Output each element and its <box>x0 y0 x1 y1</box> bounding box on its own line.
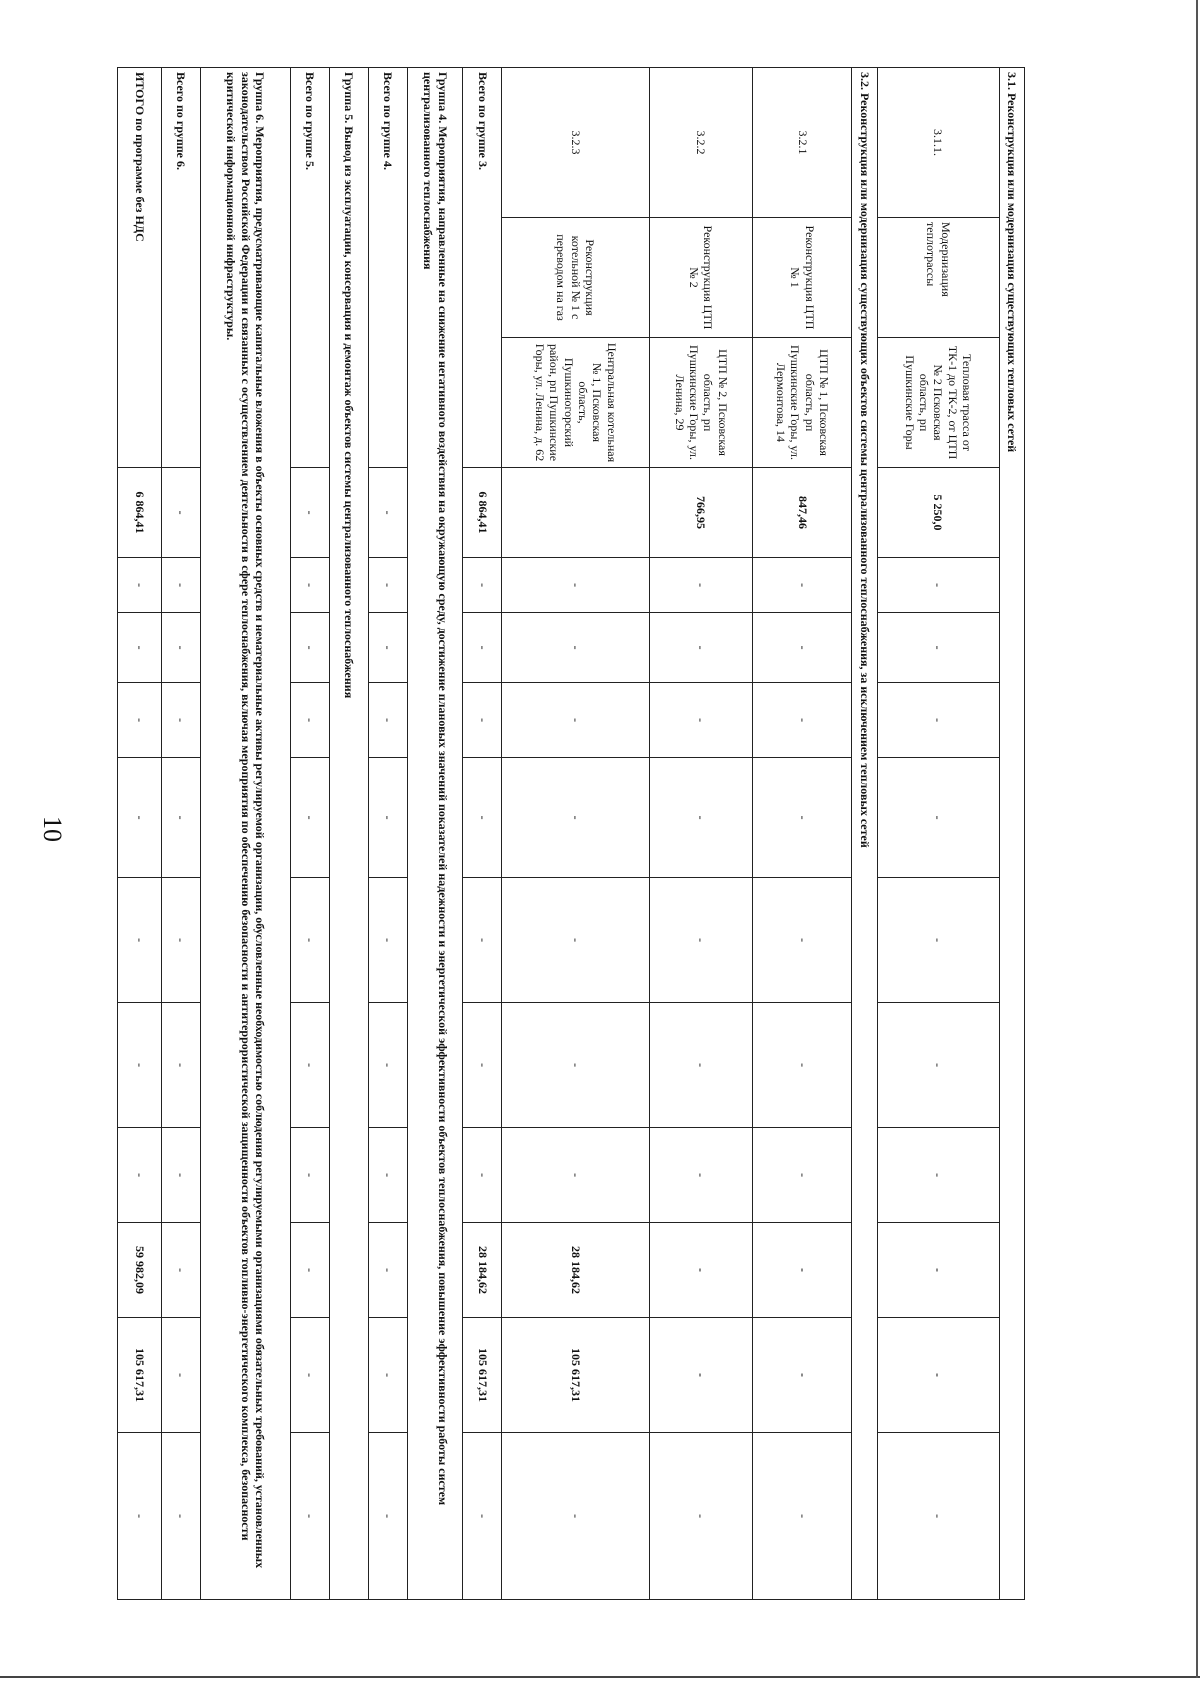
table-row <box>502 68 649 1600</box>
cell-dash: - <box>290 1223 329 1318</box>
cell-dash: - <box>118 878 162 1003</box>
cell-dash: - <box>369 613 408 683</box>
row-value-11: - <box>649 1318 753 1433</box>
cell-dash: - <box>649 758 753 878</box>
cell-dash: - <box>753 1433 852 1600</box>
row-name: Модернизация теплотрассы <box>877 218 999 338</box>
cell-dash: - <box>753 758 852 878</box>
cell-dash: - <box>877 1433 999 1600</box>
group-4-title: Группа 4. Мероприятия, направленные на снижение негативного воздействия на окружающую среду, достижение плановых значений показателей надежности и энергетической эффективности объектов теплоснабжения, повышение эффективности работы систем централизованного теплоснабжения <box>408 68 463 1600</box>
row-value-10: 28 184,62 <box>502 1223 649 1318</box>
cell-dash: - <box>290 683 329 758</box>
table-row <box>649 68 753 1600</box>
total-value: 6 864,41 <box>463 468 502 558</box>
cell-dash: - <box>161 468 200 558</box>
cell-dash: - <box>290 1433 329 1600</box>
row-value: 5 250,0 <box>877 468 999 558</box>
cell-dash: - <box>290 613 329 683</box>
row-number: 3.1.1. <box>877 68 999 218</box>
total-label: Всего по группе 4. <box>369 68 408 468</box>
cell-dash: - <box>118 613 162 683</box>
group-5-title: Группа 5. Вывод из эксплуатации, консервация и демонтаж объектов системы централизованного теплоснабжения <box>329 68 368 1600</box>
row-number: 3.2.1 <box>753 68 852 218</box>
cell-dash: - <box>502 613 649 683</box>
cell-dash: - <box>649 1128 753 1223</box>
row-location: Центральная котельная № 1, Псковская область, Пушкиногорский район, рп Пушкинские Горы, ул. Ленина, д. 62 <box>502 338 649 468</box>
cell-dash: - <box>463 1433 502 1600</box>
cell-dash: - <box>877 613 999 683</box>
total-row-group-6 <box>161 68 200 1600</box>
row-value-10: - <box>877 1223 999 1318</box>
cell-dash: - <box>463 758 502 878</box>
table-row <box>753 68 852 1600</box>
cell-dash: - <box>463 613 502 683</box>
cell-dash: - <box>753 1128 852 1223</box>
row-location: ЦТП № 2, Псковская область, рп Пушкинские Горы, ул. Ленина, 29 <box>649 338 753 468</box>
grand-total-label: ИТОГО по программе без НДС <box>118 68 162 468</box>
cell-dash: - <box>118 683 162 758</box>
cell-dash: - <box>290 758 329 878</box>
row-number: 3.2.2 <box>649 68 753 218</box>
row-value-10: - <box>649 1223 753 1318</box>
cell-dash: - <box>753 878 852 1003</box>
cell-dash: - <box>649 558 753 613</box>
cell-dash: - <box>649 1003 753 1128</box>
page-border-right <box>1196 0 1198 1678</box>
grand-total-row <box>118 68 162 1600</box>
cell-dash: - <box>290 1318 329 1433</box>
cell-dash: - <box>649 683 753 758</box>
grand-total-value: 6 864,41 <box>118 468 162 558</box>
cell-dash: - <box>161 1003 200 1128</box>
total-label: Всего по группе 3. <box>463 68 502 468</box>
section-row-3-1 <box>999 68 1024 1600</box>
cell-dash: - <box>877 1003 999 1128</box>
cell-dash: - <box>290 878 329 1003</box>
row-value <box>502 468 649 558</box>
cell-dash: - <box>753 558 852 613</box>
cell-dash: - <box>290 468 329 558</box>
total-row-group-3 <box>463 68 502 1600</box>
cell-dash: - <box>290 558 329 613</box>
cell-dash: - <box>161 1433 200 1600</box>
cell-dash: - <box>118 1128 162 1223</box>
cell-dash: - <box>118 758 162 878</box>
cell-dash: - <box>649 1433 753 1600</box>
cell-dash: - <box>369 878 408 1003</box>
row-name: Реконструкция ЦТП № 1 <box>753 218 852 338</box>
cell-dash: - <box>290 1003 329 1128</box>
cell-dash: - <box>161 758 200 878</box>
cell-dash: - <box>877 758 999 878</box>
cell-dash: - <box>463 683 502 758</box>
row-value: 766,95 <box>649 468 753 558</box>
total-value-11: 105 617,31 <box>463 1318 502 1433</box>
cell-dash: - <box>753 613 852 683</box>
cell-dash: - <box>877 878 999 1003</box>
cell-dash: - <box>463 1128 502 1223</box>
cell-dash: - <box>502 1003 649 1128</box>
cell-dash: - <box>161 558 200 613</box>
cell-dash: - <box>369 558 408 613</box>
cell-dash: - <box>118 1003 162 1128</box>
cell-dash: - <box>502 1128 649 1223</box>
section-3-2-title: 3.2. Реконструкция или модернизация существующих объектов системы централизованного теплоснабжения, за исключением тепловых сетей <box>852 68 877 1600</box>
cell-dash: - <box>369 1433 408 1600</box>
row-name: Реконструкция ЦТП № 2 <box>649 218 753 338</box>
page-number: 10 <box>38 816 67 842</box>
cell-dash: - <box>753 1003 852 1128</box>
grand-total-value-11: 105 617,31 <box>118 1318 162 1433</box>
section-row-group-5 <box>329 68 368 1600</box>
page-border-bottom <box>0 1676 1200 1678</box>
rotated-table-wrapper <box>117 67 1025 1599</box>
row-value: 847,46 <box>753 468 852 558</box>
cell-dash: - <box>463 558 502 613</box>
section-row-group-6 <box>200 68 290 1600</box>
cell-dash: - <box>290 1128 329 1223</box>
row-number: 3.2.3 <box>502 68 649 218</box>
cell-dash: - <box>369 1223 408 1318</box>
section-3-1-title: 3.1. Реконструкция или модернизация существующих тепловых сетей <box>999 68 1024 1600</box>
investment-program-table <box>117 67 1025 1600</box>
total-label: Всего по группе 5. <box>290 68 329 468</box>
cell-dash: - <box>161 683 200 758</box>
cell-dash: - <box>161 1223 200 1318</box>
cell-dash: - <box>502 558 649 613</box>
cell-dash: - <box>369 1128 408 1223</box>
cell-dash: - <box>369 1003 408 1128</box>
section-row-3-2 <box>852 68 877 1600</box>
row-value-10: - <box>753 1223 852 1318</box>
cell-dash: - <box>877 558 999 613</box>
cell-dash: - <box>502 683 649 758</box>
total-row-group-4 <box>369 68 408 1600</box>
section-row-group-4 <box>408 68 463 1600</box>
cell-dash: - <box>877 683 999 758</box>
cell-dash: - <box>502 1433 649 1600</box>
row-name: Реконструкция котельной № 1 с переводом на газ <box>502 218 649 338</box>
row-value-11: - <box>877 1318 999 1433</box>
cell-dash: - <box>161 1128 200 1223</box>
cell-dash: - <box>161 613 200 683</box>
table-row <box>877 68 999 1600</box>
cell-dash: - <box>753 683 852 758</box>
cell-dash: - <box>463 878 502 1003</box>
total-value-10: 28 184,62 <box>463 1223 502 1318</box>
cell-dash: - <box>161 878 200 1003</box>
row-value-11: - <box>753 1318 852 1433</box>
row-location: Тепловая трасса от ТК-1 до ТК-2, от ЦТП № 2 Псковская область, рп Пушкинские Горы <box>877 338 999 468</box>
row-location: ЦТП № 1, Псковская область, рп Пушкинские Горы, ул. Лермонтова, 14 <box>753 338 852 468</box>
grand-total-value-10: 59 982,09 <box>118 1223 162 1318</box>
cell-dash: - <box>118 1433 162 1600</box>
cell-dash: - <box>369 468 408 558</box>
total-label: Всего по группе 6. <box>161 68 200 468</box>
cell-dash: - <box>118 558 162 613</box>
cell-dash: - <box>877 1128 999 1223</box>
cell-dash: - <box>649 878 753 1003</box>
group-6-title: Группа 6. Мероприятия, предусматривающие капитальные вложения в объекты основных средств и нематериальные активы регулируемой организации, обусловленные необходимостью соблюдения регулируемыми организациями обязательных требований, установленных законодательством Российской Федерации и связанных с осуществлением деятельности в сфере теплоснабжения, включая мероприятия по обеспечению безопасности и антитеррористической защищенности объектов топливно-энергетического комплекса, безопасности критической информационной инфраструктуры. <box>200 68 290 1600</box>
cell-dash: - <box>161 1318 200 1433</box>
cell-dash: - <box>463 1003 502 1128</box>
cell-dash: - <box>369 1318 408 1433</box>
cell-dash: - <box>369 758 408 878</box>
cell-dash: - <box>502 878 649 1003</box>
row-value-11: 105 617,31 <box>502 1318 649 1433</box>
cell-dash: - <box>502 758 649 878</box>
total-row-group-5 <box>290 68 329 1600</box>
cell-dash: - <box>649 613 753 683</box>
cell-dash: - <box>369 683 408 758</box>
